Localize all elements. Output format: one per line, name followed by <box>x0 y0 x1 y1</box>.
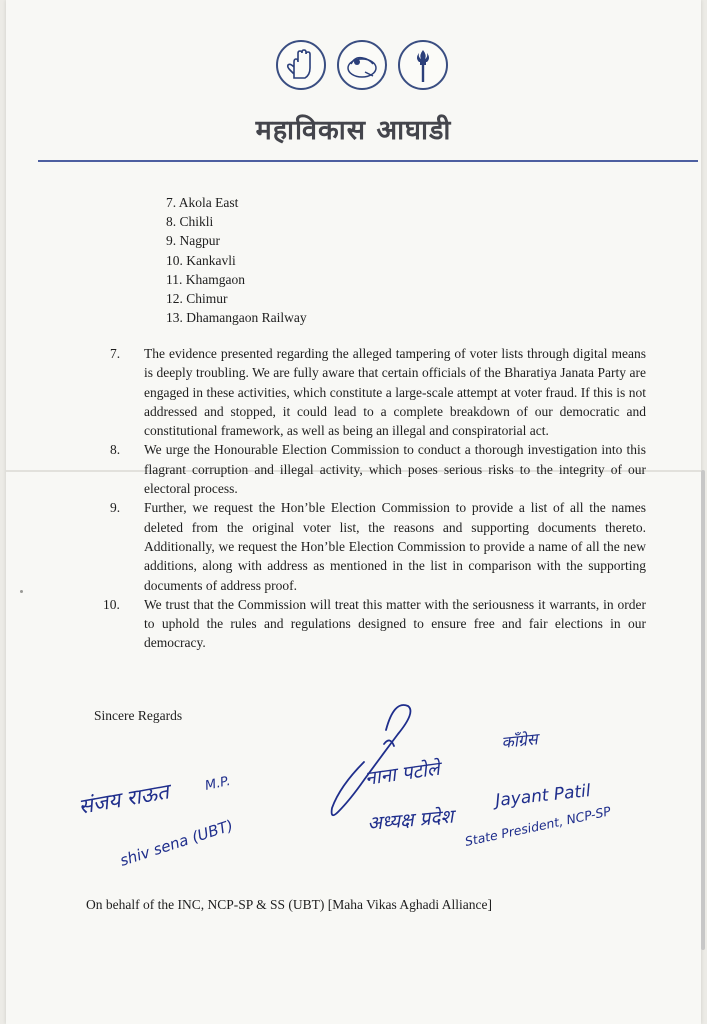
point-9 <box>96 498 646 594</box>
signature-1 <box>78 770 318 875</box>
point-number: 8. <box>110 442 121 458</box>
letter-page <box>6 0 701 1024</box>
signature-2-party: काँग्रेस <box>500 729 539 752</box>
hand-symbol-logo <box>276 40 326 90</box>
signature-2-name: नाना पटोले <box>363 757 442 790</box>
point-text: We urge the Honourable Election Commission to conduct a thorough investigation into this flagrant corruption and illegal activity, which poses serious risks to the integrity of our electoral process. <box>144 442 646 497</box>
signature-1-party: shiv sena (UBT) <box>117 816 236 870</box>
list-item: 12. Chimur <box>166 291 228 307</box>
party-logos <box>6 40 701 100</box>
closing-salutation: Sincere Regards <box>94 708 183 723</box>
signature-3 <box>463 772 666 867</box>
point-number: 10. <box>103 596 120 612</box>
footer-alliance-note: On behalf of the INC, NCP-SP & SS (UBT) [Maha Vikas Aghadi Alliance] <box>86 897 493 912</box>
list-item: 9. Nagpur <box>166 233 220 249</box>
signature-2-title: अध्यक्ष प्रदेश <box>366 805 455 835</box>
list-item: 8. Chikli <box>166 214 214 230</box>
point-7 <box>96 344 646 440</box>
letterhead-brand-name: महाविकास आघाडी <box>255 115 452 146</box>
numbered-points <box>96 344 646 653</box>
list-item: 11. Khamgaon <box>166 271 245 287</box>
point-10 <box>96 595 646 653</box>
point-text: We trust that the Commission will treat this matter with the seriousness it warrants, in order to uphold the rules and regulations designed to ensure free and fair elections in our democracy. <box>144 596 646 651</box>
list-item: 7. Akola East <box>166 195 239 210</box>
paper-speck <box>20 590 23 593</box>
letterhead-divider <box>38 160 698 162</box>
point-text: The evidence presented regarding the alleged tampering of voter lists through digital means is deeply troubling. We are fully aware that certain officials of the Bharatiya Janata Party are engaged in these activities, which constitute a large-scale attempt at voter fraud. If this is not addressed and stopped, it could lead to a complete breakdown of our democratic and constitutional framework, as well as being an illegal and conspiratorial act. <box>144 346 646 439</box>
point-8 <box>96 440 646 498</box>
signature-1-name: संजय राऊत <box>76 779 171 819</box>
point-text: Further, we request the Hon’ble Election Commission to provide a list of all the names deleted from the original voter list, the reasons and supporting documents thereto. Additionally, we request the Hon’ble Election Commission to provide a name of all the new additions, along with address as mentioned in the list in comparison with the supporting documents of address proof. <box>144 500 646 593</box>
list-item: 10. Kankavli <box>166 252 236 268</box>
mashaal-torch-symbol-logo <box>337 40 387 90</box>
list-item: 13. Dhamangaon Railway <box>166 310 307 326</box>
signature-3-name: Jayant Patil <box>494 781 592 811</box>
point-number: 9. <box>110 500 121 516</box>
point-number: 7. <box>110 346 121 361</box>
signature-3-title: State President, NCP-SP <box>463 803 613 849</box>
constituency-list <box>166 193 307 327</box>
signature-1-mp: M.P. <box>203 773 232 794</box>
trumpet-man-symbol-logo <box>398 40 448 90</box>
scrollbar[interactable] <box>701 470 705 950</box>
